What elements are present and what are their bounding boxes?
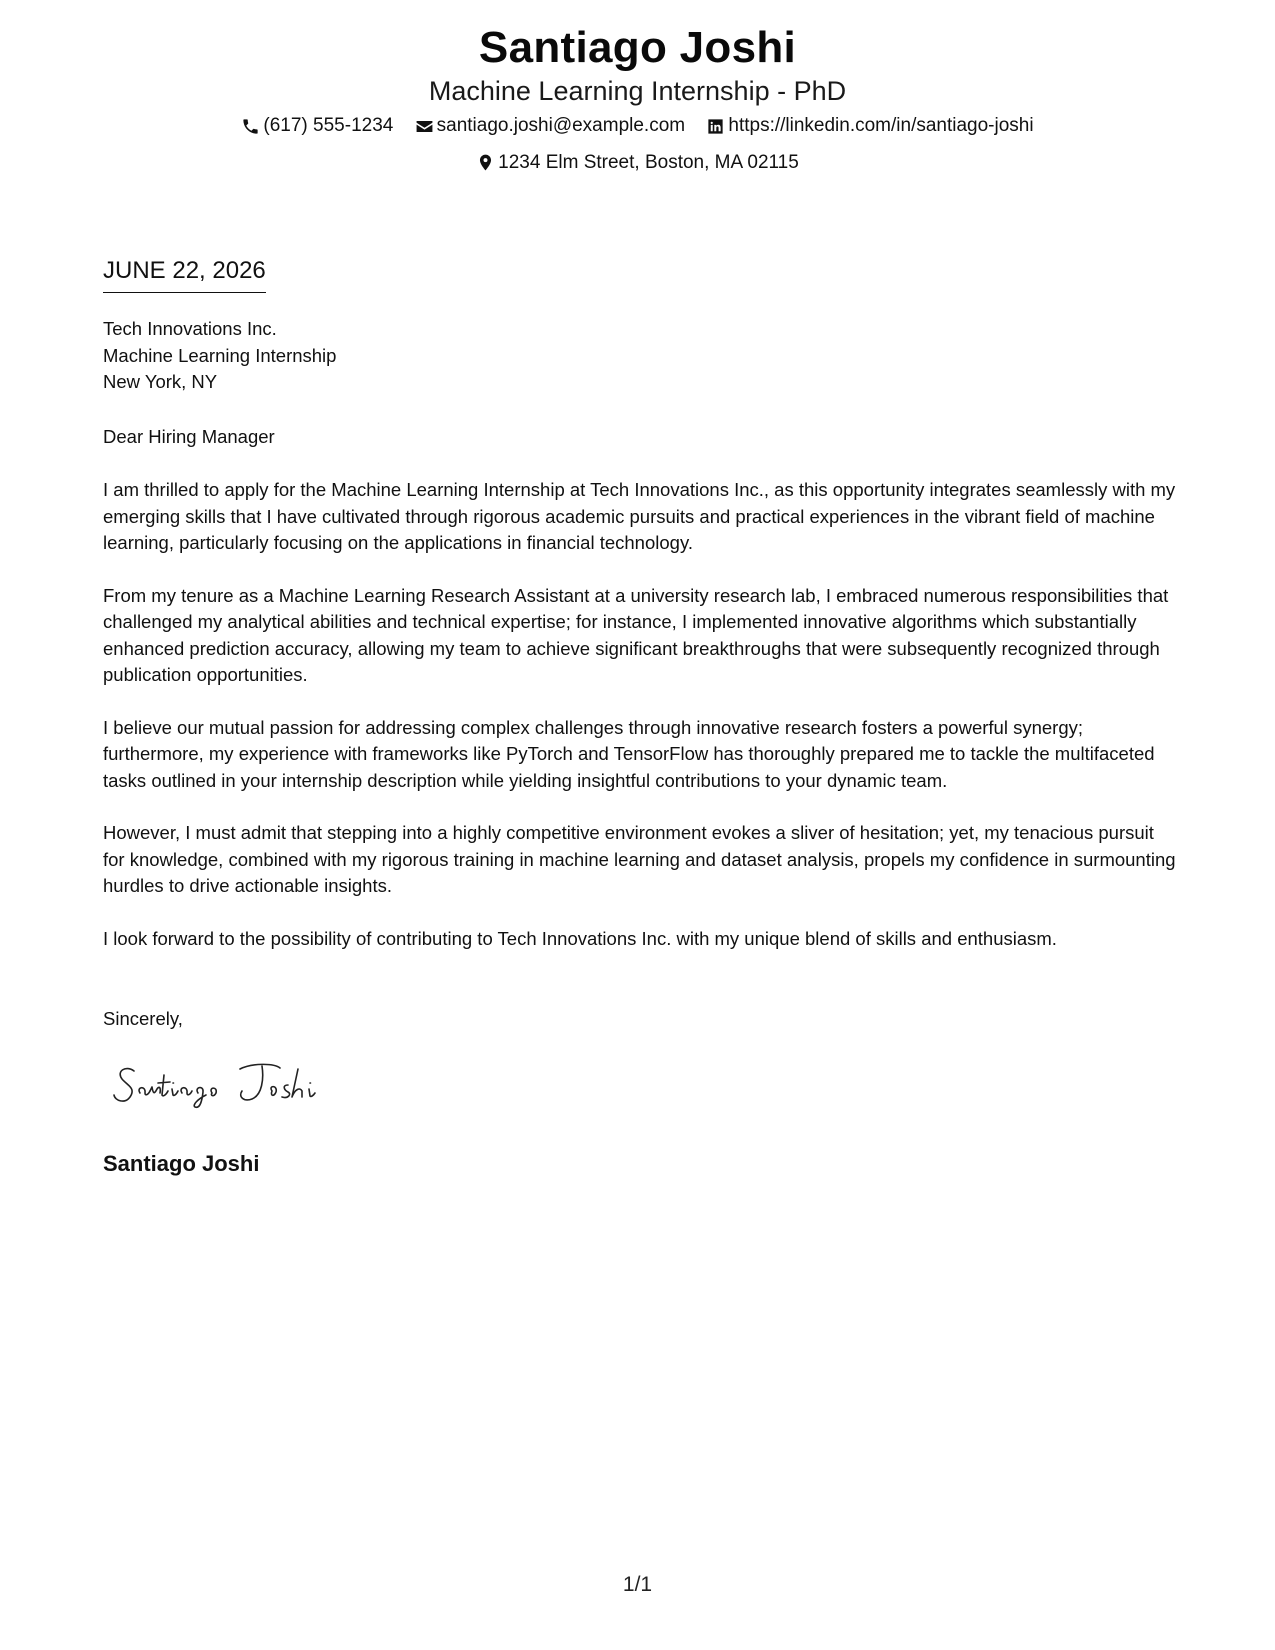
applicant-role: Machine Learning Internship - PhD xyxy=(428,76,847,106)
body-paragraph: I look forward to the possibility of contributing to Tech Innovations Inc. with my unique blend of skills and enthusiasm. xyxy=(103,927,1057,949)
body-paragraph: I believe our mutual passion for addressing complex challenges through innovative research fosters a powerful synergy; furthermore, my experience with frameworks like PyTorch and TensorFlow has thoroughly prepared me to tackle the multifaceted tasks outlined in your internship description while yielding insightful contributions to your dynamic team. xyxy=(103,716,1155,791)
body-paragraph: However, I must admit that stepping into a highly competitive environment evokes a sliver of hesitation; yet, my tenacious pursuit for knowledge, combined with my rigorous training in machine learning and dataset analysis, propels my confidence in surmounting hurdles to drive actionable insights. xyxy=(103,822,1176,896)
letter-header xyxy=(0,22,1275,179)
body-paragraph: I am thrilled to apply for the Machine Learning Internship at Tech Innovations Inc., as this opportunity integrates seamlessly with my emerging skills that I have cultivated through rigorous academic pursuits and practical experiences in the vibrant field of machine learning, particularly focusing on the applications in financial technology. xyxy=(103,479,1176,553)
address-text: 1234 Elm Street, Boston, MA 02115 xyxy=(498,151,799,173)
address-item xyxy=(476,151,799,175)
letter-body xyxy=(103,477,1178,978)
recipient-block xyxy=(103,316,336,396)
recipient-company: Tech Innovations Inc. xyxy=(103,318,277,339)
phone-icon xyxy=(241,117,260,136)
phone-text: (617) 555-1234 xyxy=(263,115,394,136)
salutation: Dear Hiring Manager xyxy=(103,426,275,447)
closing: Sincerely, xyxy=(103,1008,183,1029)
recipient-location: New York, NY xyxy=(103,371,218,392)
linkedin-icon xyxy=(706,117,725,136)
contact-phone xyxy=(241,114,393,138)
contact-linkedin[interactable] xyxy=(706,114,1033,138)
recipient-position: Machine Learning Internship xyxy=(103,344,337,366)
handwritten-signature xyxy=(112,1055,362,1115)
email-link[interactable]: santiago.joshi@example.com xyxy=(436,115,686,136)
applicant-name: Santiago Joshi xyxy=(478,23,797,72)
page-number: 1/1 xyxy=(622,1573,653,1596)
map-pin-icon xyxy=(476,153,495,172)
contact-email[interactable] xyxy=(415,114,685,138)
envelope-icon xyxy=(415,117,434,136)
contact-info xyxy=(0,114,1275,143)
body-paragraph: From my tenure as a Machine Learning Research Assistant at a university research lab, I embraced numerous responsibilities that challenged my analytical abilities and technical expertise; for instance, I implemented innovative algorithms which substantially enhanced prediction accuracy, allowing my team to achieve significant breakthroughs that were subsequently recognized through publication opportunities. xyxy=(103,584,1169,685)
signer-name: Santiago Joshi xyxy=(103,1151,260,1176)
contact-address xyxy=(0,151,1275,180)
letter-date: JUNE 22, 2026 xyxy=(103,256,266,293)
linkedin-link[interactable]: https://linkedin.com/in/santiago-joshi xyxy=(728,115,1034,136)
